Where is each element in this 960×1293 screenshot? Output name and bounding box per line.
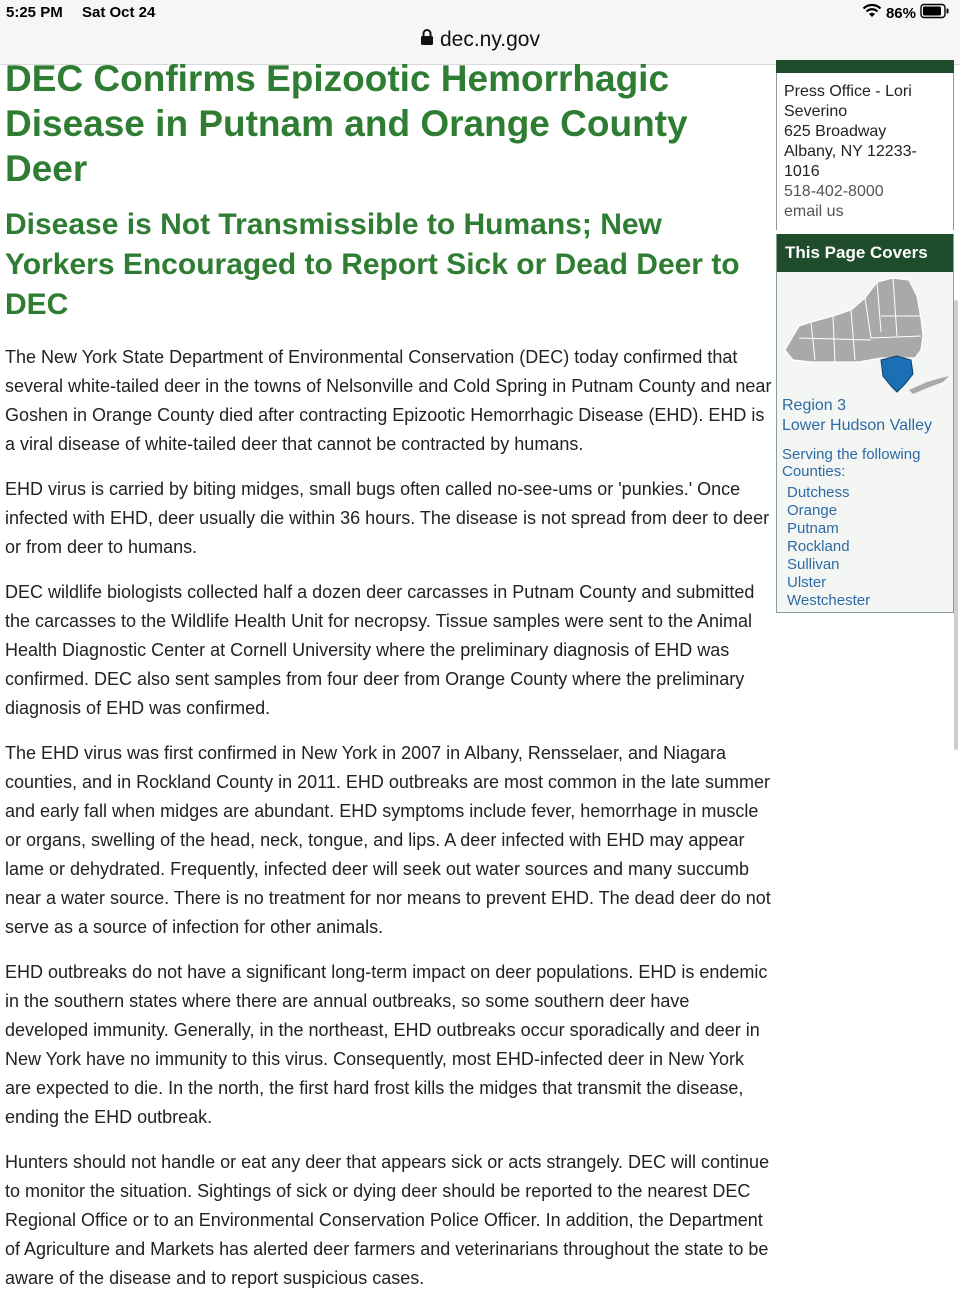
county-link-rockland[interactable]: Rockland: [787, 538, 850, 555]
contact-name: Press Office - Lori Severino: [784, 83, 912, 120]
status-right: [862, 3, 950, 24]
article-paragraph: DEC wildlife biologists collected half a dozen deer carcasses in Putnam County and submitted the carcasses to the Wildlife Health Unit for necropsy. Tissue samples were sent to the Animal Health Diagnostic Center at Cornell University where the preliminary diagnosis of EHD was confirmed. DEC also sent samples from four deer from Orange County where the preliminary diagnosis of EHD was confirmed.: [5, 582, 755, 718]
region-name-label[interactable]: Lower Hudson Valley: [782, 417, 933, 434]
battery-percent: 86%: [885, 5, 916, 22]
page-covers-header: This Page Covers: [777, 234, 953, 272]
wifi-icon: [862, 3, 882, 24]
contact-email-link[interactable]: email us: [784, 203, 844, 220]
battery-icon: [920, 3, 950, 24]
page-covers-box: [776, 234, 954, 613]
article-paragraph: The EHD virus was first confirmed in New York in 2007 in Albany, Rensselaer, and Niagara counties, and in Rockland County in 2011. EHD outbreaks are most common in the late summer and early fall when midges are abundant. EHD symptoms include fever, hemorrhage in muscle or organs, swelling of the head, neck, tongue, and lips. A deer infected with EHD may appear lame or dehydrated. Frequently, infected deer will seek out water sources and many succumb near a water source. There is no treatment for nor means to prevent EHD. The dead deer do not serve as a source of infection for other animals.: [5, 743, 771, 937]
scrollbar[interactable]: [954, 300, 958, 750]
article-headline: DEC Confirms Epizootic Hemorrhagic Disease in Putnam and Orange County Deer: [5, 58, 688, 189]
county-list: [787, 484, 949, 610]
region-3-highlight: [881, 356, 913, 392]
county-link-ulster[interactable]: Ulster: [787, 574, 827, 591]
contact-phone[interactable]: 518-402-8000: [784, 183, 884, 200]
article-paragraph: Hunters should not handle or eat any deer that appears sick or acts strangely. DEC will continue to monitor the situation. Sightings of sick or dying deer should be reported to the nearest DEC Regional Office or to an Environmental Conservation Police Officer. In addition, the Department of Agriculture and Markets has alerted deer farmers and veterinarians throughout the state to be aware of the disease and to report suspicious cases.: [5, 1152, 770, 1288]
county-link-orange[interactable]: Orange: [787, 502, 838, 519]
page-covers-body: [777, 272, 953, 612]
url-text[interactable]: dec.ny.gov: [439, 27, 540, 51]
long-island-shape: [909, 376, 949, 394]
status-time: 5:25 PM: [6, 4, 63, 21]
county-link-sullivan[interactable]: Sullivan: [787, 556, 840, 573]
sidebar: [776, 60, 954, 613]
status-bar: [0, 0, 960, 28]
county-link-putnam[interactable]: Putnam: [787, 520, 839, 537]
region-map[interactable]: [781, 276, 951, 396]
contact-street: 625 Broadway: [784, 123, 887, 140]
article-paragraph: EHD outbreaks do not have a significant long-term impact on deer populations. EHD is endemic in the southern states where there are annual outbreaks, so some southern deer have developed immunity. Generally, in the northeast, EHD outbreaks occur sporadically and deer in New York have no immunity to this virus. Consequently, most EHD-infected deer in New York are expected to die. In the north, the first hard frost kills the midges that transmit the disease, ending the EHD outbreak.: [5, 962, 768, 1127]
article-paragraph: EHD virus is carried by biting midges, small bugs often called no-see-ums or 'punkies.' Once infected with EHD, deer usually die within 36 hours. The disease is not spread from deer to deer or from deer to humans.: [5, 479, 770, 557]
article: [5, 56, 775, 1293]
lock-icon: [420, 28, 434, 51]
county-link-dutchess[interactable]: Dutchess: [787, 484, 850, 501]
serving-counties-label: Serving the following Counties:: [782, 446, 921, 480]
article-paragraph: The New York State Department of Environmental Conservation (DEC) today confirmed that several white-tailed deer in the towns of Nelsonville and Cold Spring in Putnam County and near Goshen in Orange County died after contracting Epizootic Hemorrhagic Disease (EHD). EHD is a viral disease of white-tailed deer that cannot be contracted by humans.: [5, 347, 772, 454]
contact-city: Albany, NY 12233-1016: [784, 143, 917, 180]
contact-box: [776, 60, 954, 230]
status-date: Sat Oct 24: [82, 4, 156, 21]
article-subheadline: Disease is Not Transmissible to Humans; New Yorkers Encouraged to Report Sick or Dead Deer to DEC: [5, 208, 740, 321]
county-link-westchester[interactable]: Westchester: [787, 592, 871, 609]
region-label[interactable]: Region 3: [782, 397, 847, 414]
